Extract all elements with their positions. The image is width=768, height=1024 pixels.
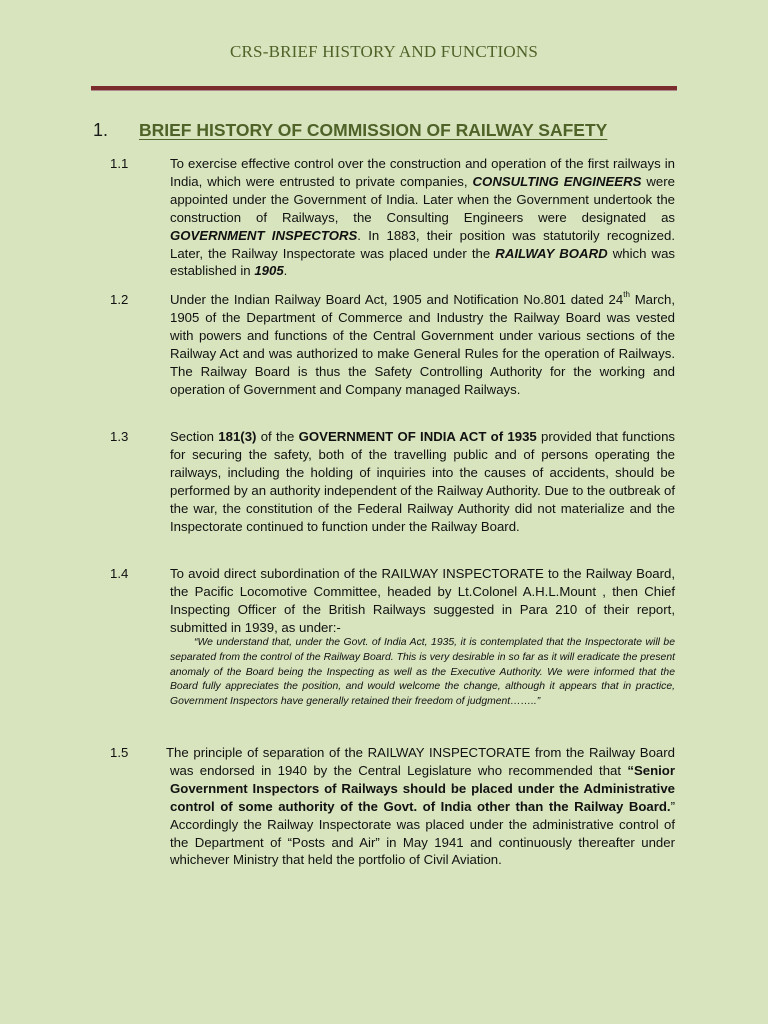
- paragraph-text: March, 1905 of the Department of Commerce and Industry the Railway Board was vested with powers and functions of the Central Government under various sections of the Railway Act and was authorized to make General Rules for the operation of Railways. The Railway Board is thus the Safety Controlling Authority for the working and operation of Government and Company managed Railways.: [170, 292, 676, 397]
- paragraph-text: . In 1883, their position was statutorily recognized. Later, the Railway Inspectorate was placed under the: [170, 227, 676, 261]
- bold-text: “Senior Government Inspectors of Railways should be placed under the Administrative control of some authority of the Govt. of India other than the Railway Board.: [170, 762, 675, 814]
- paragraph-1-5: [110, 744, 675, 869]
- paragraph-number: 1.5: [110, 745, 129, 760]
- emphasis-text: CONSULTING ENGINEERS: [472, 173, 642, 189]
- paragraph-number: 1.2: [110, 292, 129, 307]
- paragraph-1-2: [110, 290, 676, 398]
- paragraph-text: ” Accordingly the Railway Inspectorate was placed under the administrative control of the Department of “Posts and Air” in May 1941 and continuously thereafter under whichever Ministry that held the portfolio of Civil Aviation.: [170, 798, 675, 868]
- paragraph-text: To avoid direct subordination of the RAILWAY INSPECTORATE to the Railway Board, the Pacific Locomotive Committee, headed by Lt.Colonel A.H.L.Mount , then Chief Inspecting Officer of the British Railways suggested in Para 210 of their report, submitted in 1939, as under:-: [170, 566, 675, 635]
- paragraph-text: To exercise effective control over the construction and operation of the first railways in India, which were entrusted to private companies,: [170, 156, 675, 189]
- paragraph-text: provided that functions for securing the safety, both of the travelling public and of persons operating the railways, including the holding of inquiries into the causes of accidents, should be performed by an authority independent of the Railway Authority. Due to the outbreak of the war, the constitution of the Federal Railway Authority did not materialize and the Inspectorate continued to function under the Railway Board.: [170, 429, 676, 534]
- section-number: 1.: [93, 120, 109, 140]
- bold-text: GOVERNMENT OF INDIA ACT of 1935: [298, 429, 537, 444]
- paragraph-text: Section: [170, 429, 219, 444]
- paragraph-text: were appointed under the Government of India. Later when the Government undertook the construction of Railways, the Consulting Engineers were designated as: [170, 173, 675, 225]
- section-title: BRIEF HISTORY OF COMMISSION OF RAILWAY SAFETY: [139, 120, 608, 140]
- paragraph-text: which was established in: [170, 245, 676, 279]
- paragraph-text: .: [283, 263, 288, 279]
- section-heading: [93, 120, 693, 141]
- paragraph-1-4: [110, 565, 675, 637]
- page-header: CRS-BRIEF HISTORY AND FUNCTIONS: [229, 42, 538, 61]
- paragraph-text: The principle of separation of the RAILWAY INSPECTORATE from the Railway Board was endorsed in 1940 by the Central Legislature who recommended that: [166, 745, 675, 778]
- emphasis-text: RAILWAY BOARD: [495, 245, 608, 261]
- paragraph-text: of the: [256, 429, 299, 444]
- paragraph-1-1: [110, 155, 676, 280]
- paragraph-number: 1.1: [110, 156, 129, 171]
- emphasis-text: GOVERNMENT INSPECTORS: [170, 227, 358, 243]
- superscript: th: [623, 290, 630, 299]
- paragraph-number: 1.4: [110, 566, 129, 581]
- header-divider: [91, 86, 677, 90]
- paragraph-text: Under the Indian Railway Board Act, 1905 and Notification No.801 dated 24: [170, 292, 624, 307]
- paragraph-1-3: [110, 428, 676, 535]
- paragraph-number: 1.3: [110, 429, 129, 444]
- committee-quote: “We understand that, under the Govt. of India Act, 1935, it is contemplated that the Inspectorate will be separated from the control of the Railway Board. This is very desirable in so far as it will eradicate the present anomaly of the Board being the Inspecting as well as the Executive Authority. We were informed that the Board fully appreciates the position, and would welcome the change, although it appears that in practice, Government Inspectors have generally retained their freedom of judgment……..”: [170, 637, 675, 708]
- emphasis-text: 1905: [254, 263, 284, 279]
- bold-text: 181(3): [218, 429, 257, 444]
